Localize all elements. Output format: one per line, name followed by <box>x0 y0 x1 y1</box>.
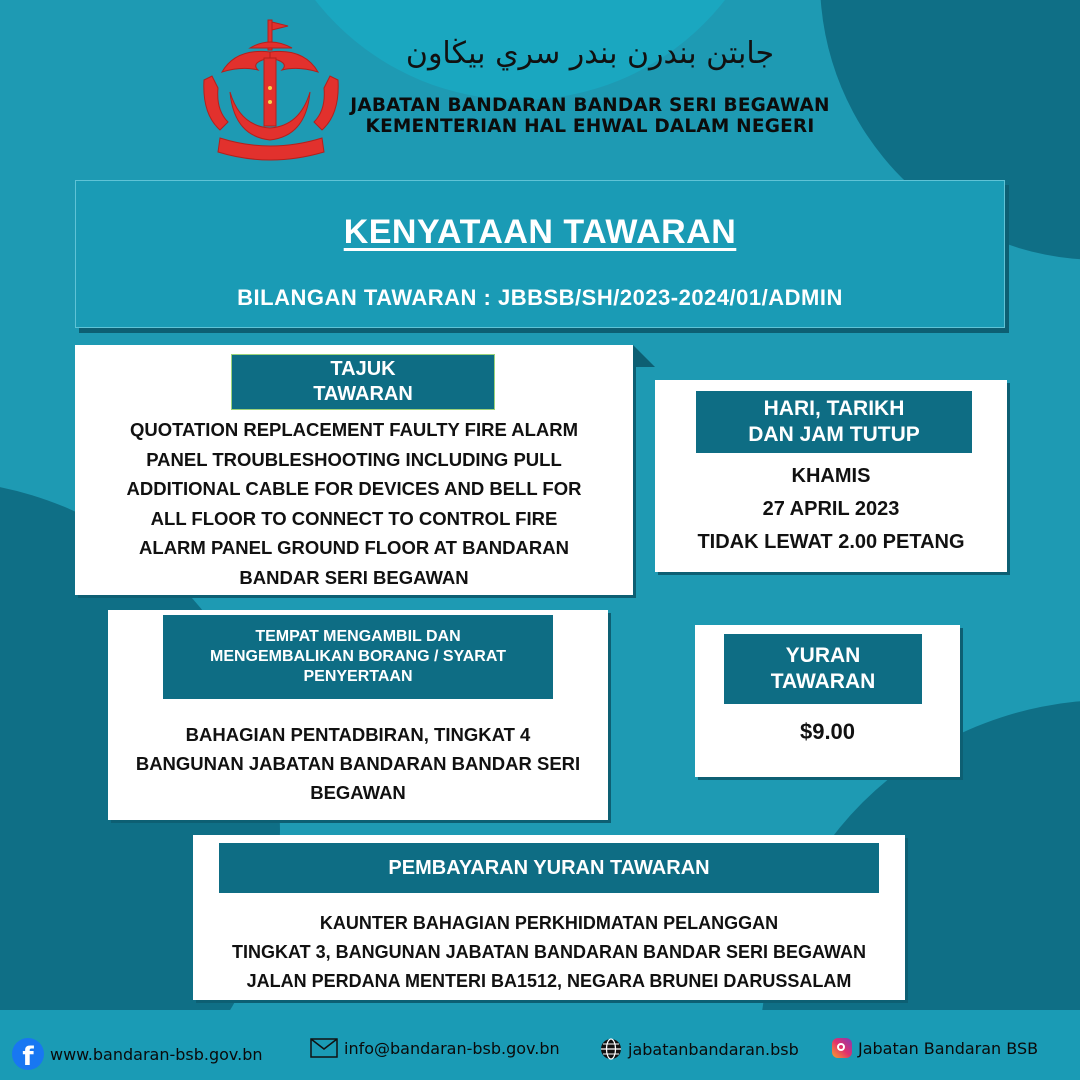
closing-day: KHAMIS <box>791 465 871 487</box>
ministry-name: KEMENTERIAN HAL EHWAL DALAM NEGERI <box>365 116 815 137</box>
footer-web[interactable] <box>600 1038 799 1060</box>
tajuk-line: ALL FLOOR TO CONNECT TO CONTROL FIRE <box>150 507 558 529</box>
venue-card <box>108 610 608 820</box>
tajuk-line: ALARM PANEL GROUND FLOOR AT BANDARAN <box>139 537 569 558</box>
brunei-crest-icon <box>196 18 346 168</box>
venue-label-line: TEMPAT MENGAMBIL DAN <box>255 628 461 645</box>
tajuk-line: PANEL TROUBLESHOOTING INCLUDING PULL <box>146 448 562 470</box>
mail-icon <box>310 1038 338 1058</box>
fee-label-line: TAWARAN <box>770 670 876 693</box>
venue-line: BAHAGIAN PENTADBIRAN, TINGKAT 4 <box>185 724 531 745</box>
closing-label-line: DAN JAM TUTUP <box>748 423 920 446</box>
folded-corner <box>633 345 655 367</box>
email-link[interactable]: info@bandaran-bsb.gov.bn <box>344 1038 560 1058</box>
jawi-title: جابتن بندرن بندر سري بيڬاون <box>405 36 775 71</box>
payment-text <box>193 909 905 996</box>
payment-line: KAUNTER BAHAGIAN PERKHIDMATAN PELANGGAN <box>319 913 779 933</box>
venue-text <box>108 720 608 807</box>
organization-name: JABATAN BANDARAN BANDAR SERI BEGAWAN <box>350 95 830 116</box>
closing-label-line: HARI, TARIKH <box>763 396 905 420</box>
venue-label-line: MENGEMBALIKAN BORANG / SYARAT <box>209 648 506 665</box>
page-title: KENYATAAN TAWARAN <box>343 213 737 251</box>
tajuk-label <box>231 354 495 410</box>
tajuk-card <box>75 345 633 595</box>
closing-date: 27 APRIL 2023 <box>762 498 900 520</box>
tajuk-label-line: TAJUK <box>330 358 396 380</box>
tajuk-line: ADDITIONAL CABLE FOR DEVICES AND BELL FOR <box>126 478 582 499</box>
footer-email[interactable] <box>310 1038 560 1058</box>
social-web-link[interactable]: jabatanbandaran.bsb <box>628 1039 799 1059</box>
payment-card <box>193 835 905 1000</box>
tajuk-line: QUOTATION REPLACEMENT FAULTY FIRE ALARM <box>129 419 579 440</box>
payment-label: PEMBAYARAN YURAN TAWARAN <box>219 843 879 893</box>
payment-line: TINGKAT 3, BANGUNAN JABATAN BANDARAN BANDAR SERI BEGAWAN <box>232 942 866 962</box>
globe-icon <box>600 1038 622 1060</box>
closing-date-label <box>696 391 972 453</box>
tajuk-line: BANDAR SERI BEGAWAN <box>239 566 469 588</box>
footer <box>0 1010 1080 1080</box>
venue-label <box>163 615 553 699</box>
closing-date-text <box>655 460 1007 559</box>
fee-amount: $9.00 <box>799 719 856 744</box>
fee-label-line: YURAN <box>785 643 861 667</box>
venue-line: BEGAWAN <box>310 782 406 803</box>
payment-line: JALAN PERDANA MENTERI BA1512, NEGARA BRUNEI DARUSSALAM <box>246 971 852 991</box>
instagram-link[interactable]: Jabatan Bandaran BSB <box>858 1038 1039 1058</box>
tajuk-text <box>75 415 633 592</box>
instagram-icon <box>832 1038 852 1058</box>
footer-instagram[interactable] <box>832 1038 1038 1058</box>
facebook-icon: f <box>12 1038 44 1070</box>
venue-label-line: PENYERTAAN <box>303 668 413 685</box>
closing-date-card <box>655 380 1007 572</box>
tajuk-label-line: TAWARAN <box>313 383 413 405</box>
venue-line: BANGUNAN JABATAN BANDARAN BANDAR SERI <box>135 753 581 774</box>
footer-website[interactable] <box>12 1038 263 1070</box>
closing-time: TIDAK LEWAT 2.00 PETANG <box>697 531 965 553</box>
fee-card <box>695 625 960 777</box>
fee-label <box>724 634 922 704</box>
reference-number: BILANGAN TAWARAN : JBBSB/SH/2023-2024/01/ADMIN <box>237 285 843 310</box>
website-link[interactable]: www.bandaran-bsb.gov.bn <box>50 1044 263 1064</box>
title-panel <box>75 180 1005 328</box>
